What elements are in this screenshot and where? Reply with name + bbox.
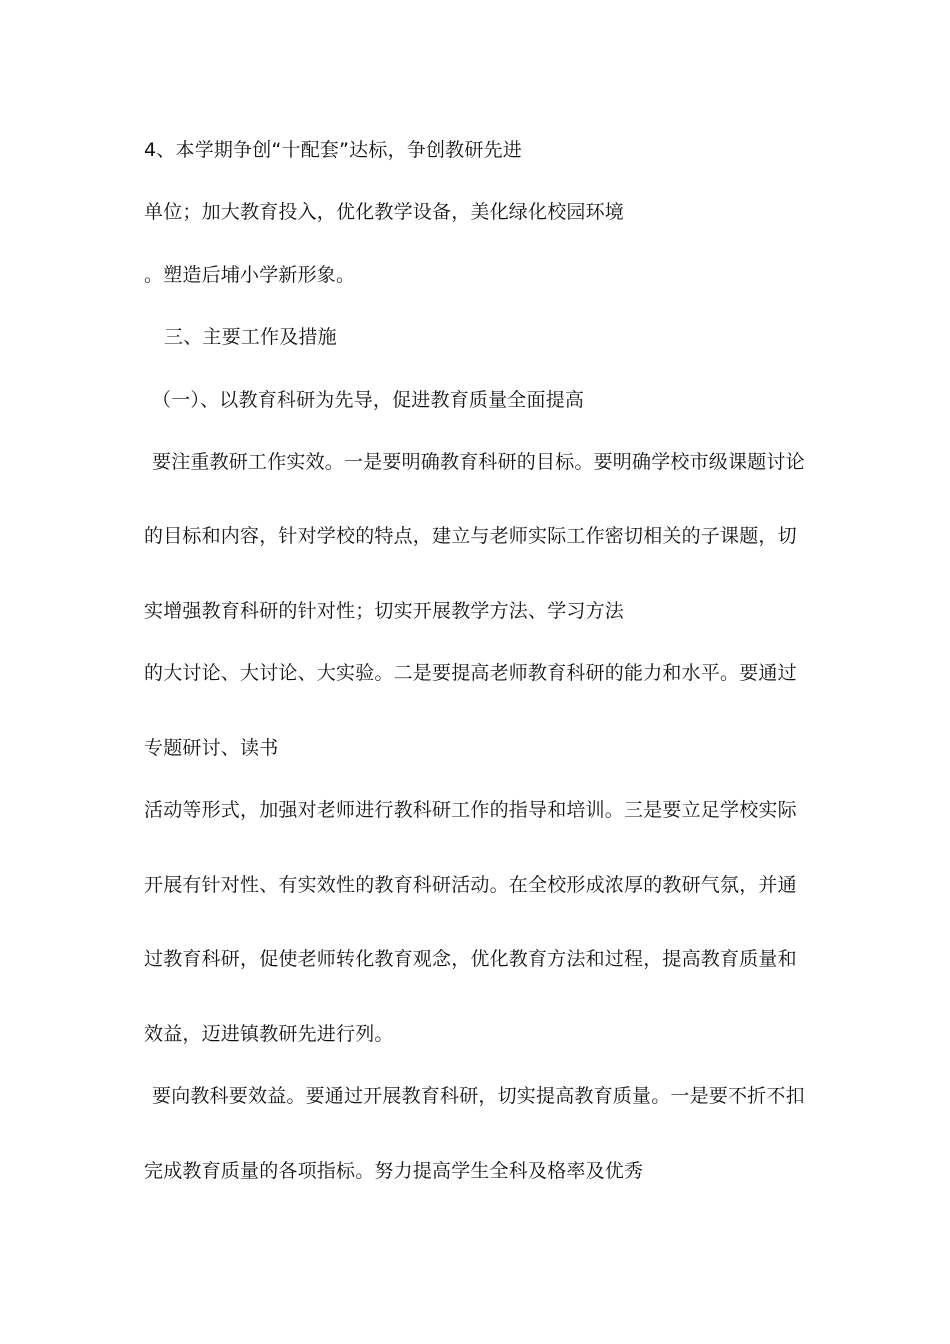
paragraph-line: 效益，迈进镇教研先进行列。 (144, 1023, 394, 1045)
section-heading: 三、主要工作及措施 (164, 326, 337, 348)
text-line: 。塑造后埔小学新形象。 (144, 264, 356, 286)
paragraph-line: 实增强教育科研的针对性；切实开展教学方法、学习方法 (144, 600, 625, 622)
text-line-goal-4: 4、本学期争创“十配套”达标，争创教研先进 (144, 139, 522, 161)
paragraph-line: 活动等形式，加强对老师进行教科研工作的指导和培训。三是要立足学校实际 (144, 799, 797, 821)
paragraph-line: 要注重教研工作实效。一是要明确教育科研的目标。要明确学校市级课题讨论 (152, 451, 805, 473)
paragraph-line: 开展有针对性、有实效性的教育科研活动。在全校形成浓厚的教研气氛，并通 (144, 874, 797, 896)
paragraph-line: 过教育科研，促使老师转化教育观念，优化教育方法和过程，提高教育质量和 (144, 948, 797, 970)
paragraph-line: 的目标和内容，针对学校的特点，建立与老师实际工作密切相关的子课题，切 (144, 525, 797, 547)
text-line: 单位；加大教育投入，优化教学设备，美化绿化校园环境 (144, 201, 625, 223)
subsection-heading: （一）、以教育科研为先导，促进教育质量全面提高 (152, 389, 585, 411)
paragraph-line: 完成教育质量的各项指标。努力提高学生全科及格率及优秀 (144, 1160, 644, 1182)
paragraph-line: 的大讨论、大讨论、大实验。二是要提高老师教育科研的能力和水平。要通过 (144, 662, 797, 684)
paragraph-line: 专题研讨、读书 (144, 737, 279, 759)
paragraph-line: 要向教科要效益。要通过开展教育科研，切实提高教育质量。一是要不折不扣 (152, 1085, 805, 1107)
